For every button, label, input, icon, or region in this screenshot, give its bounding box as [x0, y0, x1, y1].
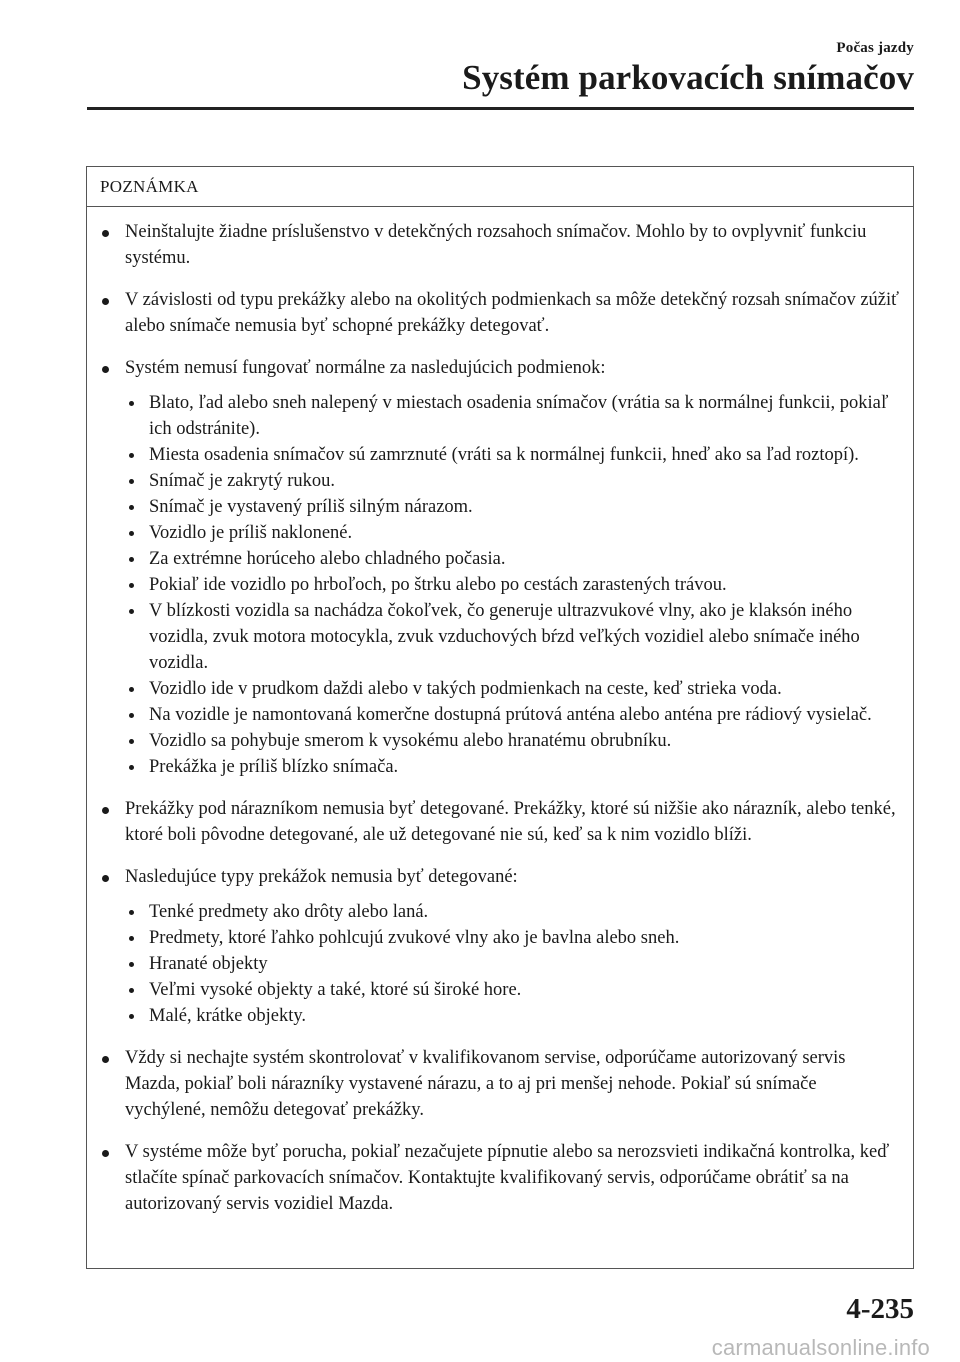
note-item-text: Systém nemusí fungovať normálne za nasledujúcich podmienok:	[125, 358, 606, 378]
note-item	[100, 1045, 901, 1123]
note-item-text: Neinštalujte žiadne príslušenstvo v detekčných rozsahoch snímačov. Mohlo by to ovplyvniť funkciu systému.	[125, 222, 867, 268]
sub-bullet-icon	[129, 765, 134, 770]
obstacle-type-text: Tenké predmety ako drôty alebo laná.	[149, 902, 429, 922]
note-item	[100, 864, 901, 1029]
bullet-icon	[102, 298, 109, 305]
condition-item	[125, 442, 901, 468]
note-item	[100, 1139, 901, 1217]
condition-text: Za extrémne horúceho alebo chladného počasia.	[149, 549, 506, 569]
bullet-icon	[102, 1150, 109, 1157]
condition-text: Pokiaľ ide vozidlo po hrboľoch, po štrku alebo po cestách zarastených trávou.	[149, 575, 727, 595]
note-item-text: V systéme môže byť porucha, pokiaľ nezačujete pípnutie alebo sa nerozsvieti indikačná kontrolka, keď stlačíte spínač parkovacích snímačov. Kontaktujte kvalifikovaný servis, odporúčame obrátiť sa na autorizovaný servis vozidiel Mazda.	[125, 1142, 890, 1214]
note-heading: POZNÁMKA	[87, 167, 913, 207]
note-item-text: Prekážky pod nárazníkom nemusia byť detegované. Prekážky, ktoré sú nižšie ako nárazník, alebo tenké, ktoré boli pôvodne detegované, ale už detegované nie sú, keď sa k nim vozidlo blíži.	[125, 799, 896, 845]
page-title: Systém parkovacích snímačov	[462, 58, 914, 97]
condition-item	[125, 598, 901, 676]
obstacle-type-item	[125, 951, 901, 977]
note-item	[100, 219, 901, 271]
condition-text: Snímač je zakrytý rukou.	[149, 471, 335, 491]
sub-bullet-icon	[129, 687, 134, 692]
condition-text: Snímač je vystavený príliš silným nárazom.	[149, 497, 473, 517]
condition-text: Blato, ľad alebo sneh nalepený v miestach osadenia snímačov (vrátia sa k normálnej funkcii, pokiaľ ich odstránite).	[149, 393, 889, 439]
sub-bullet-icon	[129, 453, 134, 458]
note-item-text: Nasledujúce typy prekážok nemusia byť detegované:	[125, 867, 518, 887]
note-box	[86, 166, 914, 1269]
sub-bullet-icon	[129, 936, 134, 941]
obstacle-type-text: Veľmi vysoké objekty a také, ktoré sú široké hore.	[149, 980, 522, 1000]
bullet-icon	[102, 366, 109, 373]
sub-bullet-icon	[129, 910, 134, 915]
section-title: Počas jazdy	[836, 40, 914, 56]
condition-text: V blízkosti vozidla sa nachádza čokoľvek, čo generuje ultrazvukové vlny, ako je klaksón iného vozidla, zvuk motora motocykla, zvuk vzduchových bŕzd veľkých vozidiel alebo snímače iného vozidla.	[149, 601, 860, 673]
condition-item	[125, 494, 901, 520]
condition-item	[125, 572, 901, 598]
note-item	[100, 355, 901, 780]
condition-item	[125, 546, 901, 572]
sub-bullet-icon	[129, 479, 134, 484]
conditions-list	[125, 390, 901, 780]
condition-item	[125, 676, 901, 702]
note-item-text: V závislosti od typu prekážky alebo na okolitých podmienkach sa môže detekčný rozsah snímačov zúžiť alebo snímače nemusia byť schopné prekážky detegovať.	[125, 290, 900, 336]
condition-item	[125, 754, 901, 780]
sub-bullet-icon	[129, 583, 134, 588]
bullet-icon	[102, 1056, 109, 1063]
obstacle-types-list	[125, 899, 901, 1029]
condition-text: Vozidlo je príliš naklonené.	[149, 523, 353, 543]
note-body	[87, 207, 913, 1217]
condition-item	[125, 390, 901, 442]
page-number: 4-235	[846, 1293, 914, 1325]
sub-bullet-icon	[129, 401, 134, 406]
condition-item	[125, 702, 901, 728]
sub-bullet-icon	[129, 557, 134, 562]
sub-bullet-icon	[129, 962, 134, 967]
obstacle-type-item	[125, 925, 901, 951]
condition-text: Prekážka je príliš blízko snímača.	[149, 757, 399, 777]
bullet-icon	[102, 230, 109, 237]
header-divider	[87, 107, 914, 110]
obstacle-type-text: Hranaté objekty	[149, 954, 268, 974]
obstacle-type-item	[125, 977, 901, 1003]
bullet-icon	[102, 875, 109, 882]
obstacle-type-item	[125, 899, 901, 925]
condition-item	[125, 468, 901, 494]
sub-bullet-icon	[129, 739, 134, 744]
sub-bullet-icon	[129, 505, 134, 510]
sub-bullet-icon	[129, 988, 134, 993]
sub-bullet-icon	[129, 713, 134, 718]
bullet-icon	[102, 807, 109, 814]
sub-bullet-icon	[129, 609, 134, 614]
obstacle-type-text: Predmety, ktoré ľahko pohlcujú zvukové vlny ako je bavlna alebo sneh.	[149, 928, 680, 948]
sub-bullet-icon	[129, 1014, 134, 1019]
condition-text: Vozidlo sa pohybuje smerom k vysokému alebo hranatému obrubníku.	[149, 731, 672, 751]
obstacle-type-text: Malé, krátke objekty.	[149, 1006, 307, 1026]
condition-item	[125, 520, 901, 546]
note-item	[100, 796, 901, 848]
condition-text: Na vozidle je namontovaná komerčne dostupná prútová anténa alebo anténa pre rádiový vysielač.	[149, 705, 872, 725]
note-item-text: Vždy si nechajte systém skontrolovať v kvalifikovanom servise, odporúčame autorizovaný servis Mazda, pokiaľ boli nárazníky vystavené nárazu, a to aj pri menšej nehode. Pokiaľ sú snímače vychýlené, nemôžu detegovať prekážky.	[125, 1048, 846, 1120]
obstacle-type-item	[125, 1003, 901, 1029]
condition-text: Vozidlo ide v prudkom daždi alebo v takých podmienkach na ceste, keď strieka voda.	[149, 679, 782, 699]
sub-bullet-icon	[129, 531, 134, 536]
watermark: carmanualsonline.info	[711, 1335, 930, 1360]
condition-item	[125, 728, 901, 754]
note-item	[100, 287, 901, 339]
condition-text: Miesta osadenia snímačov sú zamrznuté (vráti sa k normálnej funkcii, hneď ako sa ľad roztopí).	[149, 445, 859, 465]
